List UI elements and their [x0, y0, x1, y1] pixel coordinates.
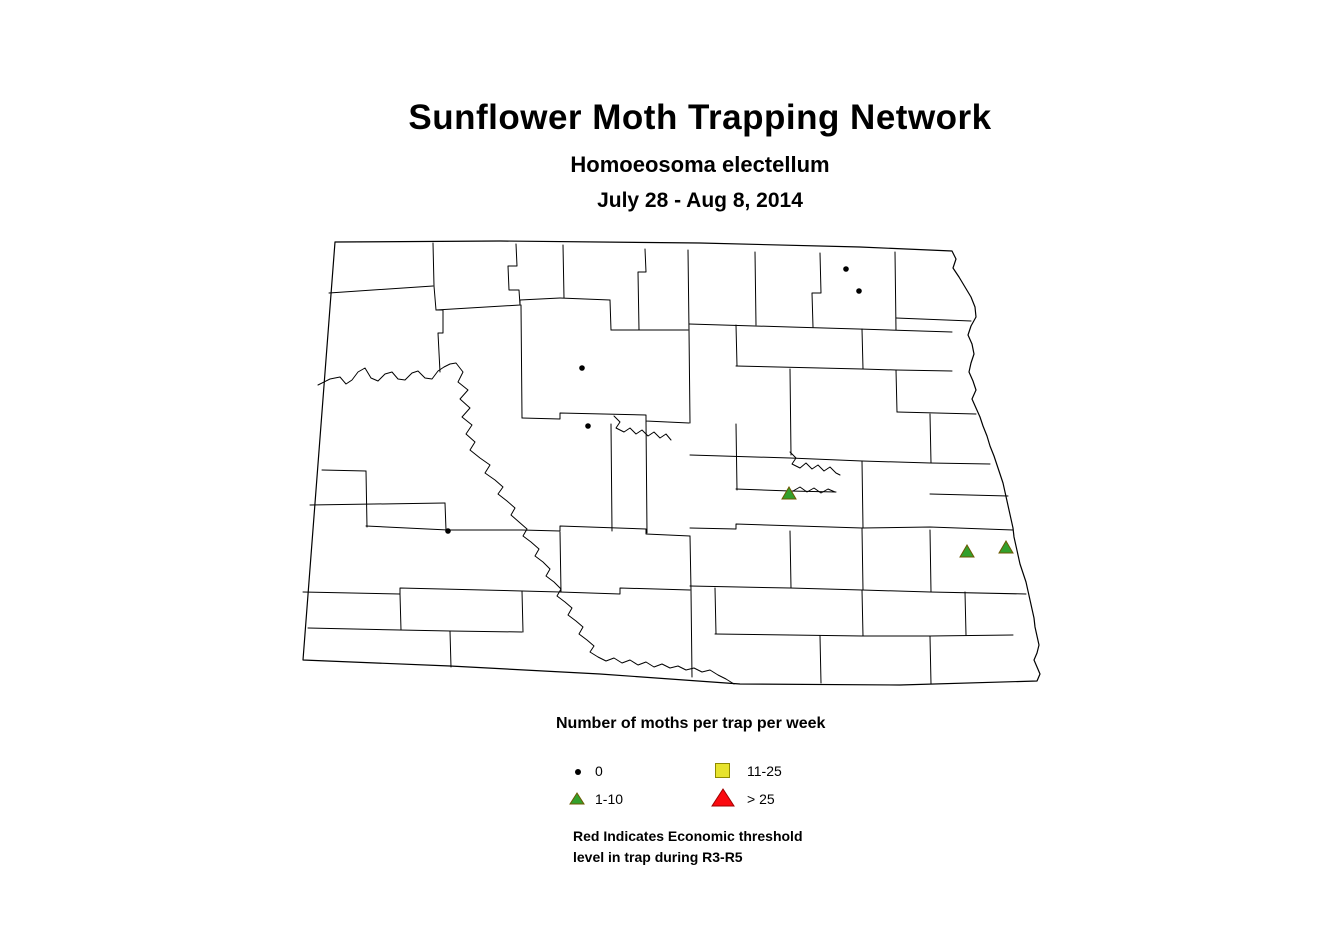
trap-marker-dot [445, 528, 451, 534]
legend-note-line1: Red Indicates Economic threshold [573, 828, 803, 844]
legend-label-1-10: 1-10 [595, 791, 624, 807]
legend-note-line2: level in trap during R3-R5 [573, 849, 743, 865]
legend-dot-symbol [572, 765, 586, 779]
trap-marker-dot [585, 423, 591, 429]
legend-note [573, 826, 803, 868]
legend-label-0: 0 [595, 763, 603, 779]
legend-red-triangle-symbol [710, 787, 736, 808]
legend-label-11-25: 11-25 [747, 763, 782, 779]
legend-label-gt-25: > 25 [747, 791, 775, 807]
legend-yellow-square-symbol [714, 762, 732, 780]
legend-green-triangle-symbol [569, 791, 587, 806]
trap-marker-dot [579, 365, 585, 371]
trap-marker-dot [843, 266, 849, 272]
date-range: July 28 - Aug 8, 2014 [597, 189, 803, 212]
page-title: Sunflower Moth Trapping Network [408, 98, 992, 137]
species-subtitle: Homoeosoma electellum [570, 152, 830, 177]
legend-title: Number of moths per trap per week [556, 715, 826, 732]
trap-marker-dot [856, 288, 862, 294]
